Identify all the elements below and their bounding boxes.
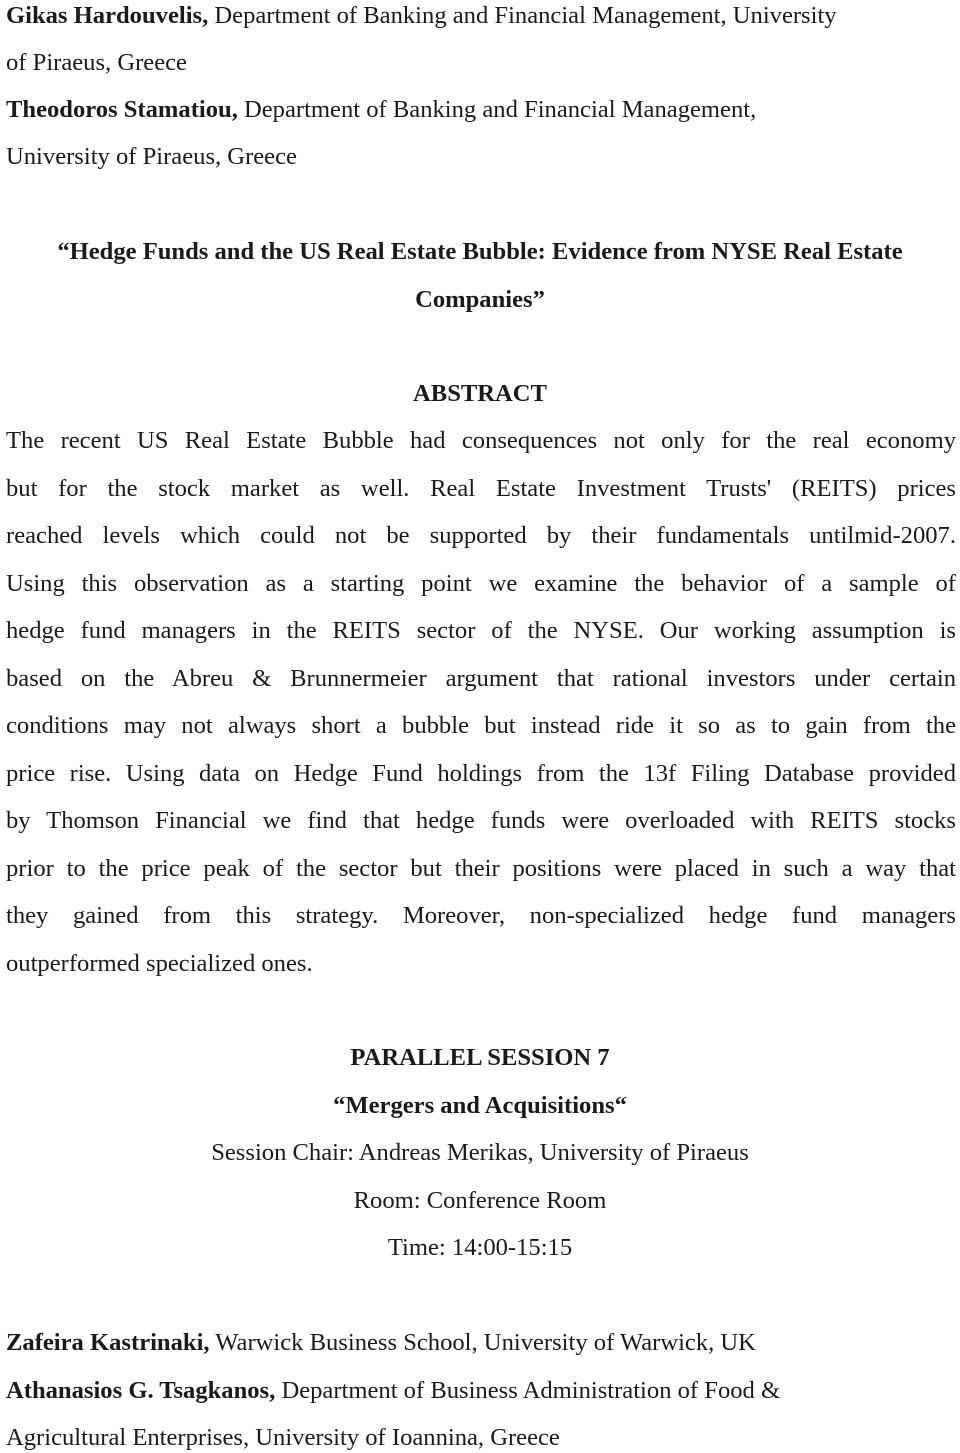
author-name: Zafeira Kastrinaki, [6, 1329, 210, 1356]
session-time: Time: 14:00-15:15 [387, 1234, 573, 1261]
author-name: Theodoros Stamatiou, [6, 96, 238, 123]
paper-title-continued: Companies” [415, 286, 545, 313]
author-name: Athanasios G. Tsagkanos, [6, 1377, 276, 1404]
author-affiliation-continued: of Piraeus, Greece [6, 49, 187, 76]
author-affiliation-continued: University of Piraeus, Greece [6, 143, 297, 170]
author-affiliation: Department of Business Administration of Food & [275, 1377, 781, 1404]
abstract-heading: ABSTRACT [413, 380, 547, 407]
abstract-line: by Thomson Financial we find that hedge funds were overloaded with REITS stocks [6, 807, 956, 834]
session-heading: PARALLEL SESSION 7 [350, 1044, 610, 1071]
session-chair: Session Chair: Andreas Merikas, University of Piraeus [211, 1139, 749, 1166]
session-room: Room: Conference Room [353, 1187, 607, 1214]
session-title: “Mergers and Acquisitions“ [333, 1092, 627, 1119]
author-affiliation: Department of Banking and Financial Management, University [208, 2, 837, 29]
abstract-line: price rise. Using data on Hedge Fund holdings from the 13f Filing Database provided [6, 760, 956, 787]
author-affiliation: Warwick Business School, University of Warwick, UK [209, 1329, 756, 1356]
abstract-line: they gained from this strategy. Moreover, non-specialized hedge fund managers [6, 902, 956, 929]
author-line [6, 1377, 780, 1405]
author-affiliation: Department of Banking and Financial Management, [237, 96, 757, 123]
abstract-line: hedge fund managers in the REITS sector of the NYSE. Our working assumption is [6, 617, 956, 644]
abstract-line: outperformed specialized ones. [6, 950, 313, 977]
abstract-line: but for the stock market as well. Real Estate Investment Trusts' (REITS) prices [6, 475, 956, 502]
author-line [6, 2, 837, 30]
author-line [6, 96, 756, 124]
author-name: Gikas Hardouvelis, [6, 2, 209, 29]
author-affiliation-continued: Agricultural Enterprises, University of Ioannina, Greece [6, 1424, 560, 1451]
author-line [6, 1329, 756, 1357]
abstract-line: prior to the price peak of the sector but their positions were placed in such a way that [6, 855, 956, 882]
abstract-line: conditions may not always short a bubble but instead ride it so as to gain from the [6, 712, 956, 739]
paper-title: “Hedge Funds and the US Real Estate Bubble: Evidence from NYSE Real Estate [57, 238, 903, 265]
abstract-line: Using this observation as a starting point we examine the behavior of a sample of [6, 570, 956, 597]
abstract-line: reached levels which could not be supported by their fundamentals untilmid-2007. [6, 522, 956, 549]
abstract-line: The recent US Real Estate Bubble had consequences not only for the real economy [6, 427, 956, 454]
abstract-line: based on the Abreu & Brunnermeier argument that rational investors under certain [6, 665, 956, 692]
